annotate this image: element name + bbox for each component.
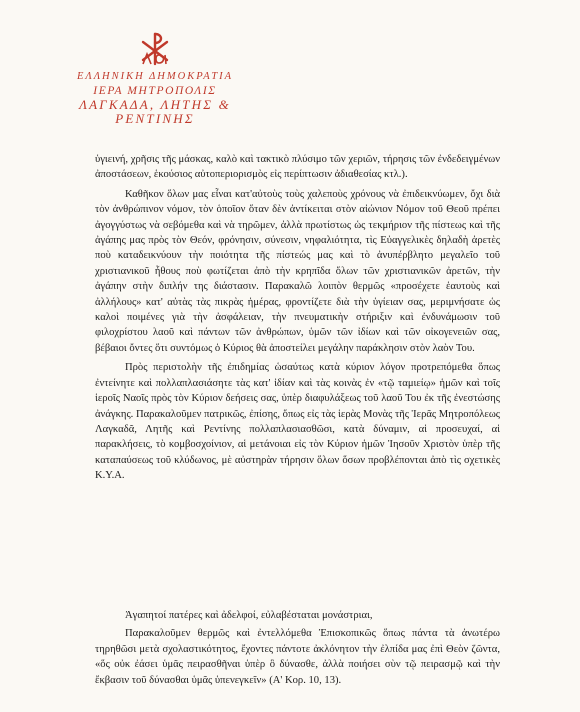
letterhead: [50, 30, 260, 126]
letterhead-line-diocese: ΛΑΓΚΑΔΑ, ΛΗΤΗΣ & ΡΕΝΤΙΝΗΣ: [79, 97, 231, 126]
closing-section: [95, 608, 500, 688]
letter-body: [95, 152, 500, 488]
salutation: Ἀγαπητοί πατέρες καὶ ἀδελφοί, εὐλαβέσταται μονάστριαι,: [125, 610, 373, 621]
chi-rho-emblem-icon: [138, 30, 172, 66]
letterhead-line-metropolis: ΙΕΡΑ ΜΗΤΡΟΠΟΛΙΣ: [93, 85, 217, 97]
letterhead-line-republic: ΕΛΛΗΝΙΚΗ ΔΗΜΟΚΡΑΤΙΑ: [76, 71, 234, 82]
paragraph-3: Πρὸς περιστολὴν τῆς ἐπιδημίας ὡσαύτως κατὰ κύριον λόγον προτρεπόμεθα ὅπως ἐντείνητε καὶ πολλαπλασιάσητε τὰς κατ' ἰδίαν καὶ τὰς κοινὰς ἐν «τῷ ταμιείῳ» ἡμῶν καὶ τοῖς ἱεροῖς Ναοῖς πρὸς τὸν Κύριον δεήσεις σας, ὑπὲρ διαφυλάξεως τοῦ λαοῦ Του ἐκ τῆς ἐνεστώσης ἀνάγκης. Παρακαλοῦμεν πατρικῶς, ἐπίσης, ὅπως εἰς τὰς ἱερὰς Μονὰς τῆς Ἱερᾶς Μητροπόλεως Λαγκαδᾶ, Λητῆς καὶ Ρεντίνης πολλαπλασιασθῶσι, κατὰ δύναμιν, αἱ προσευχαί, αἱ παρακλήσεις, τὸ κομβοσχοίνιον, αἱ μετάνοιαι εἰς τὸν Κύριον ἡμῶν Ἰησοῦν Χριστὸν ὑπὲρ τῆς καταπαύσεως τοῦ κλύδωνος, μὲ αὐστηρὰν τήρησιν ὅλων ὅσων προβλέπονται ἀπὸ τὶς σχετικὲς Κ.Υ.Α.: [95, 362, 500, 482]
paragraph-2: Καθῆκον ὅλων μας εἶναι κατ'αὐτοὺς τοὺς χαλεποὺς χρόνους νὰ ἐπιδεικνύωμεν, ὄχι διὰ τὸν ἀνθρώπινον νόμον, τὸν ὁποῖον ὅταν δὲν ἀντίκειται στὸν αἰώνιον Νόμον τοῦ Θεοῦ πρέπει ἀγογγύστως νὰ σεβόμεθα καὶ νὰ τηρῶμεν, ἀλλὰ πρωτίστως ὡς τεκμήριον τῆς πίστεως καὶ τῆς ἀγάπης μας πρὸς τὸν Θεόν, φρόνησιν, σύνεσιν, νηφαλιότητα, τὶς Εὐαγγελικὲς δηλαδὴ ἀρετὲς ποὺ καταδεικνύουν τὴν ποιότητα τῆς πίστεώς μας καὶ τὸ ἀνυπέρβλητο μεγαλεῖο τοῦ χριστιανικοῦ ἦθους ποὺ φωτίζεται ἀπὸ τὴν κρηπῖδα ὅλων τῶν χριστιανικῶν ἀρετῶν, τὴν ἀγάπην στὴν διπλήν της διάστασιν. Παρακαλῶ λοιπὸν θερμῶς «προσέχετε ἑαυτοὺς καὶ ἀλλήλους» κατ' αὐτὰς τὰς πικρὰς ἡμέρας, φροντίζετε διὰ τὴν ὑγίειαν σας, μεριμνήσατε ὡς καλοὶ ποιμένες γιὰ τὴν ἀσφάλειαν, τὴν πνευματικὴν στήριξιν καὶ ἐνδυνάμωσιν τοῦ φιλοχρίστου λαοῦ καὶ πάντων τῶν ἀνθρώπων, ὑμῶν τῶν ἰδίων καὶ τῶν οἰκογενειῶν σας, βέβαιοι ὄντες ὅτι συντόμως ὁ Κύριος θὰ ἀποστείλει μεγάλην παράκλησιν στὸν λαὸν Του.: [95, 188, 500, 354]
paragraph-1: ὑγιεινή, χρῆσις τῆς μάσκας, καλὸ καὶ τακτικὸ πλύσιμο τῶν χεριῶν, τήρησις τῶν ἐνδεδειγμένων ἀποστάσεων, ἑκούσιος αὐτοπεριορισμὸς εἰς περίπτωσιν ἀδιαθεσίας κτλ.).: [95, 154, 500, 181]
closing-paragraph: Παρακαλοῦμεν θερμῶς καὶ ἐντελλόμεθα Ἐπισκοπικῶς ὅπως πάντα τὰ ἀνωτέρω τηρηθῶσι μετὰ σχολαστικότητος, ἔχοντες πάντοτε ἀκλόνητον τὴν ἐλπίδα μας ἐπὶ Θεὸν ζῶντα, «ὅς οὐκ ἐάσει ὑμᾶς πειρασθῆναι ὑπὲρ ὃ δύνασθε, ἀλλὰ ποιήσει σὺν τῷ πειρασμῷ καὶ τὴν ἔκβασιν τοῦ δύνασθαι ὑμᾶς ὑπενεγκεῖν» (Α' Κορ. 10, 13).: [95, 628, 500, 686]
